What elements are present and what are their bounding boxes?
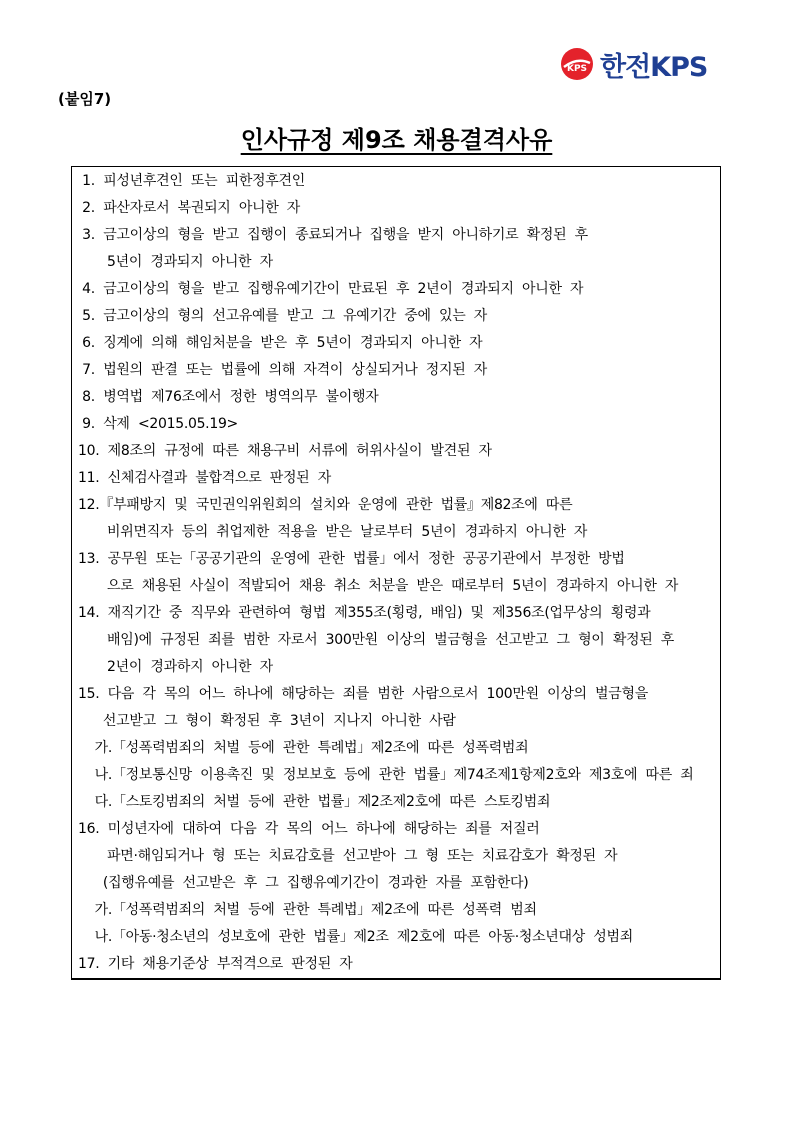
list-line: 5. 금고이상의 형의 선고유예를 받고 그 유예기간 중에 있는 자 (78, 308, 487, 324)
list-line: 파면·해임되거나 형 또는 치료감호를 선고받아 그 형 또는 치료감호가 확정된 자 (78, 848, 618, 864)
page-title (0, 120, 793, 155)
page-title-text: 인사규정 제9조 채용결격사유 (240, 126, 553, 154)
list-line: 가.「성폭력범죄의 처벌 등에 관한 특례법」제2조에 따른 성폭력 범죄 (78, 902, 537, 918)
list-line: 7. 법원의 판결 또는 법률에 의해 자격이 상실되거나 정지된 자 (78, 362, 487, 378)
list-line: 15. 다음 각 목의 어느 하나에 해당하는 죄를 범한 사람으로서 100만원 이상의 벌금형을 (78, 686, 648, 702)
list-line: 3. 금고이상의 형을 받고 집행이 종료되거나 집행을 받지 아니하기로 확정된 후 (78, 227, 588, 243)
list-line: 17. 기타 채용기준상 부적격으로 판정된 자 (78, 956, 353, 972)
list-line: 4. 금고이상의 형을 받고 집행유예기간이 만료된 후 2년이 경과되지 아니한 자 (78, 281, 584, 297)
list-line: 배임)에 규정된 죄를 범한 자로서 300만원 이상의 벌금형을 선고받고 그 형이 확정된 후 (78, 632, 675, 648)
list-line: 나.「정보통신망 이용촉진 및 정보보호 등에 관한 법률」제74조제1항제2호와 제3호에 따른 죄 (78, 767, 694, 783)
list-line: 가.「성폭력범죄의 처벌 등에 관한 특례법」제2조에 따른 성폭력범죄 (78, 740, 529, 756)
list-line: (집행유예를 선고받은 후 그 집행유예기간이 경과한 자를 포함한다) (78, 875, 529, 891)
box-bottom-rule (71, 978, 721, 980)
list-line: 2. 파산자로서 복권되지 아니한 자 (78, 200, 301, 216)
list-line: 6. 징계에 의해 해임처분을 받은 후 5년이 경과되지 아니한 자 (78, 335, 483, 351)
list-line: 10. 제8조의 규정에 따른 채용구비 서류에 허위사실이 발견된 자 (78, 443, 492, 459)
list-line: 5년이 경과되지 아니한 자 (78, 254, 273, 270)
company-logo (560, 46, 707, 82)
attachment-label: (붙임7) (58, 90, 112, 108)
list-line: 11. 신체검사결과 불합격으로 판정된 자 (78, 470, 331, 486)
list-line: 9. 삭제 <2015.05.19> (78, 416, 238, 432)
list-line: 1. 피성년후견인 또는 피한정후견인 (78, 173, 305, 189)
list-line: 12.『부패방지 및 국민권익위원회의 설치와 운영에 관한 법률』제82조에 따른 (78, 497, 573, 513)
list-line: 2년이 경과하지 아니한 자 (78, 659, 273, 675)
list-line: 으로 채용된 사실이 적발되어 채용 취소 처분을 받은 때로부터 5년이 경과하지 아니한 자 (78, 578, 679, 594)
list-line: 나.「아동·청소년의 성보호에 관한 법률」제2조 제2호에 따른 아동·청소년대상 성범죄 (78, 929, 633, 945)
list-line: 16. 미성년자에 대하여 다음 각 목의 어느 하나에 해당하는 죄를 저질러 (78, 821, 540, 837)
list-line: 14. 재직기간 중 직무와 관련하여 형법 제355조(횡령, 배임) 및 제356조(업무상의 횡령과 (78, 605, 651, 621)
content-box (71, 166, 721, 979)
list-line: 다.「스토킹범죄의 처벌 등에 관한 법률」제2조제2호에 따른 스토킹범죄 (78, 794, 551, 810)
logo-wordmark: 한전KPS (600, 51, 708, 83)
list-line: 13. 공무원 또는「공공기관의 운영에 관한 법률」에서 정한 공공기관에서 부정한 방법 (78, 551, 625, 567)
list-line: 8. 병역법 제76조에서 정한 병역의무 불이행자 (78, 389, 379, 405)
list-line: 선고받고 그 형이 확정된 후 3년이 지나지 아니한 사람 (78, 713, 456, 729)
svg-text:KPS: KPS (566, 64, 588, 74)
list-line: 비위면직자 등의 취업제한 적용을 받은 날로부터 5년이 경과하지 아니한 자 (78, 524, 588, 540)
kps-logo-icon (560, 47, 594, 81)
